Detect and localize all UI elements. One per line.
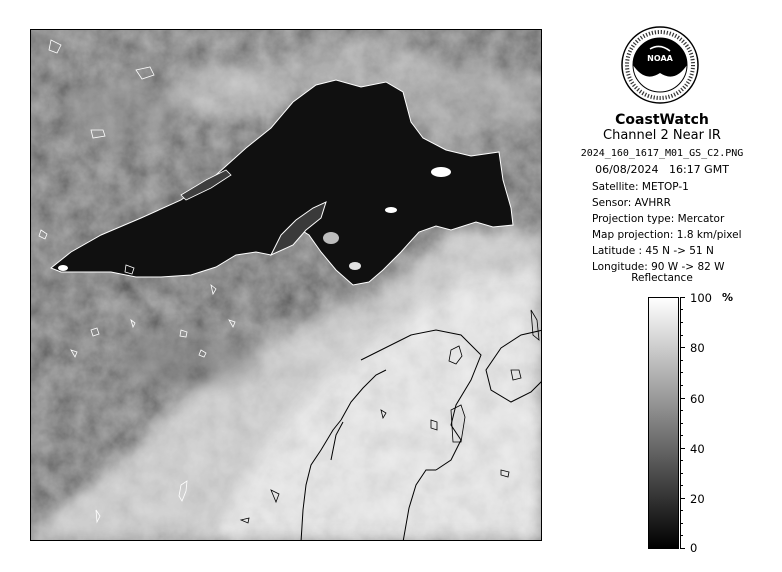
colorbar-minor-tick bbox=[680, 360, 683, 361]
colorbar-minor-tick bbox=[680, 435, 683, 436]
colorbar-minor-tick bbox=[680, 485, 683, 486]
colorbar-minor-tick bbox=[680, 410, 683, 411]
map-projection-label: Map projection: 1.8 km/pixel bbox=[592, 229, 742, 241]
image-filename: 2024_160_1617_M01_GS_C2.PNG bbox=[580, 148, 744, 159]
satellite-label: Satellite: METOP-1 bbox=[592, 181, 689, 193]
colorbar-title: Reflectance bbox=[631, 272, 693, 284]
satellite-image bbox=[30, 29, 542, 541]
colorbar-label: 40 bbox=[690, 442, 705, 456]
colorbar-label: 100 bbox=[690, 291, 712, 305]
colorbar-minor-tick bbox=[680, 460, 683, 461]
colorbar-minor-tick bbox=[680, 523, 683, 524]
colorbar-minor-tick bbox=[680, 473, 683, 474]
longitude-label: Longitude: 90 W -> 82 W bbox=[592, 261, 725, 273]
colorbar-label: 0 bbox=[690, 541, 698, 555]
colorbar-minor-tick bbox=[680, 535, 683, 536]
colorbar-tick bbox=[680, 347, 685, 348]
svg-text:NOAA: NOAA bbox=[647, 54, 673, 63]
colorbar-minor-tick bbox=[680, 335, 683, 336]
colorbar-tick bbox=[680, 398, 685, 399]
noaa-logo bbox=[620, 25, 700, 105]
colorbar-label: 60 bbox=[690, 392, 705, 406]
colorbar-minor-tick bbox=[680, 510, 683, 511]
colorbar-minor-tick bbox=[680, 423, 683, 424]
colorbar-tick bbox=[680, 498, 685, 499]
projection-type-label: Projection type: Mercator bbox=[592, 213, 725, 225]
latitude-label: Latitude : 45 N -> 51 N bbox=[592, 245, 714, 257]
colorbar-minor-tick bbox=[680, 322, 683, 323]
channel-subtitle: Channel 2 Near IR bbox=[603, 128, 721, 143]
colorbar-minor-tick bbox=[680, 309, 683, 310]
product-title: CoastWatch bbox=[615, 112, 709, 128]
sensor-label: Sensor: AVHRR bbox=[592, 197, 671, 209]
colorbar-tick bbox=[680, 548, 685, 549]
colorbar-minor-tick bbox=[680, 385, 683, 386]
colorbar-label: 20 bbox=[690, 492, 705, 506]
colorbar-tick bbox=[680, 448, 685, 449]
acquisition-time: 16:17 GMT bbox=[668, 163, 729, 176]
colorbar-tick bbox=[680, 297, 685, 298]
colorbar-unit: % bbox=[722, 291, 734, 304]
colorbar bbox=[648, 297, 679, 549]
acquisition-date: 06/08/2024 bbox=[595, 163, 659, 176]
acquisition-datetime bbox=[545, 162, 779, 177]
colorbar-minor-tick bbox=[680, 372, 683, 373]
colorbar-label: 80 bbox=[690, 341, 705, 355]
